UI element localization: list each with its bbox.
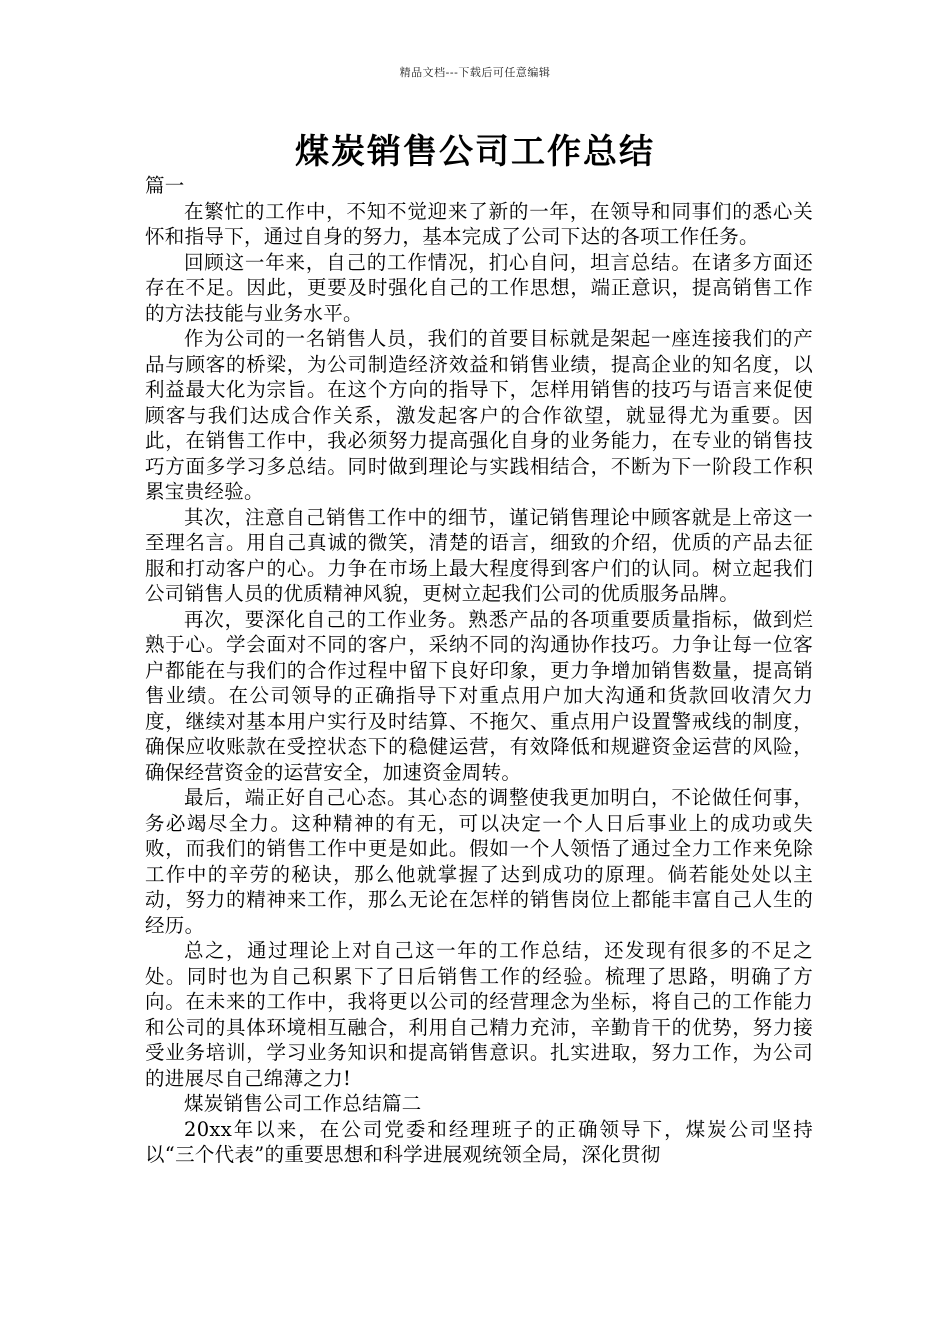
paragraph: 在繁忙的工作中，不知不觉迎来了新的一年，在领导和同事们的悉心关怀和指导下，通过自身的努力，基本完成了公司下达的各项工作任务。 xyxy=(145,199,813,248)
paragraph: 作为公司的一名销售人员，我们的首要目标就是架起一座连接我们的产品与顾客的桥梁，为公司制造经济效益和销售业绩，提高企业的知名度，以利益最大化为宗旨。在这个方向的指导下，怎样用销售的技巧与语言来促使顾客与我们达成合作关系，激发起客户的合作欲望，就显得尤为重要。因此，在销售工作中，我必须努力提高强化自身的业务能力，在专业的销售技巧方面多学习多总结。同时做到理论与实践相结合，不断为下一阶段工作积累宝贵经验。 xyxy=(145,327,813,503)
section-label: 篇一 xyxy=(145,174,185,197)
paragraph: 再次，要深化自己的工作业务。熟悉产品的各项重要质量指标，做到烂熟于心。学会面对不同的客户，采纳不同的沟通协作技巧。力争让每一位客户都能在与我们的合作过程中留下良好印象，更力争增加销售数量，提高销售业绩。在公司领导的正确指导下对重点用户加大沟通和货款回收清欠力度，继续对基本用户实行及时结算、不拖欠、重点用户设置警戒线的制度，确保应收账款在受控状态下的稳健运营，有效降低和规避资金运营的风险，确保经营资金的运营安全，加速资金周转。 xyxy=(145,607,813,784)
paragraph: 其次，注意自己销售工作中的细节，谨记销售理论中顾客就是上帝这一至理名言。用自己真诚的微笑，清楚的语言，细致的介绍，优质的产品去征服和打动客户的心。力争在市场上最大程度得到客户们的认同。树立起我们公司销售人员的优质精神风貌，更树立起我们公司的优质服务品牌。 xyxy=(145,505,813,605)
header-note: 精品文档---下载后可任意编辑 xyxy=(399,66,551,79)
document-body xyxy=(145,173,813,1168)
document-title: 煤炭销售公司工作总结 xyxy=(295,132,655,172)
section-heading: 煤炭销售公司工作总结篇二 xyxy=(184,1092,422,1115)
paragraph: 总之，通过理论上对自己这一年的工作总结，还发现有很多的不足之处。同时也为自己积累下了日后销售工作的经验。梳理了思路，明确了方向。在未来的工作中，我将更以公司的经营理念为坐标，将自己的工作能力和公司的具体环境相互融合，利用自己精力充沛，辛勤肯干的优势，努力接受业务培训，学习业务知识和提高销售意识。扎实进取，努力工作，为公司的进展尽自己绵薄之力! xyxy=(145,939,813,1090)
paragraph: 回顾这一年来，自己的工作情况，扪心自问，坦言总结。在诸多方面还存在不足。因此，更要及时强化自己的工作思想，端正意识，提高销售工作的方法技能与业务水平。 xyxy=(145,250,813,325)
paragraph: 最后，端正好自己心态。其心态的调整使我更加明白，不论做任何事，务必竭尽全力。这种精神的有无，可以决定一个人日后事业上的成功或失败，而我们的销售工作中更是如此。假如一个人领悟了通过全力工作来免除工作中的辛劳的秘诀，那么他就掌握了达到成功的原理。倘若能处处以主动，努力的精神来工作，那么无论在怎样的销售岗位上都能丰富自己人生的经历。 xyxy=(145,786,813,937)
paragraph: 20xx年以来，在公司党委和经理班子的正确领导下，煤炭公司坚持以“三个代表”的重要思想和科学进展观统领全局，深化贯彻 xyxy=(145,1117,813,1166)
